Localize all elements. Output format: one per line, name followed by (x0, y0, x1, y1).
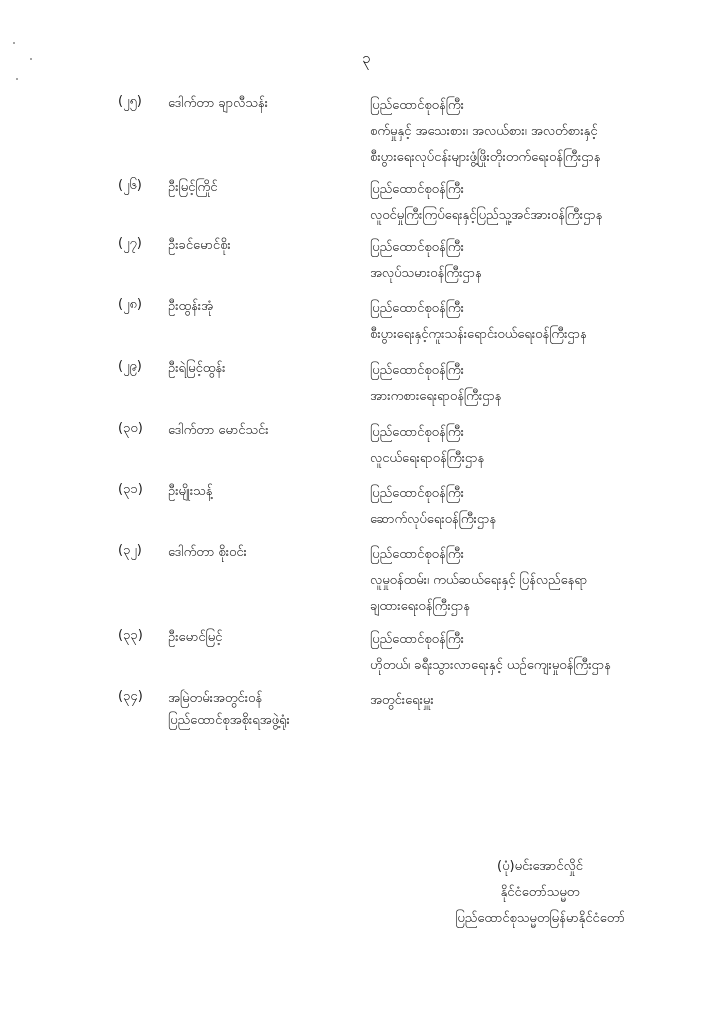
entry-number: (၃၃) (118, 628, 143, 643)
entry-number: (၃၁) (118, 482, 143, 497)
entry-number: (၃၂) (118, 543, 142, 558)
position-text (370, 358, 501, 410)
position-line: ဟိုတယ်၊ ခရီးသွားလာရေးနှင့် ယဉ်ကျေးမှုဝန်ကြီးဌာန (370, 658, 611, 673)
position-text (370, 420, 484, 472)
position-text (370, 627, 611, 679)
position-line: စီးပွားရေးလုပ်ငန်းများဖွံ့ဖြိုးတိုးတက်ရေးဝန်ကြီးဌာန (370, 150, 601, 165)
scan-speck (30, 58, 32, 60)
position-line: အတွင်းရေးမှူး (370, 693, 434, 708)
person-name: ဦးမောင်မြင့် (168, 630, 223, 645)
position-line: ပြည်ထောင်စုဝန်ကြီး (370, 425, 464, 440)
person-name: ဦးခင်မောင်စိုး (168, 238, 231, 253)
position-text (370, 93, 600, 171)
position-line: လူငယ်ရေးရာဝန်ကြီးဌာန (370, 451, 485, 466)
position-text (370, 235, 482, 287)
position-line: ပြည်ထောင်စုဝန်ကြီး (370, 547, 464, 562)
signature-block (400, 854, 680, 932)
position-line: လူဝင်မှုကြီးကြပ်ရေးနှင့်ပြည်သူ့အင်အားဝန်ကြီးဌာန (370, 208, 603, 223)
entry-number: (၂၈) (118, 297, 142, 312)
position-text (370, 481, 496, 533)
position-line: ပြည်ထောင်စုဝန်ကြီး (370, 363, 464, 378)
position-text (370, 296, 587, 348)
position-line: ပြည်ထောင်စုဝန်ကြီး (370, 98, 464, 113)
position-line: အလုပ်သမားဝန်ကြီးဌာန (370, 266, 482, 281)
person-name (168, 688, 290, 732)
name-line: အမြဲတမ်းအတွင်းဝန် (168, 691, 263, 706)
position-line: လူမှုဝန်ထမ်း၊ ကယ်ဆယ်ရေးနှင့် ပြန်လည်နေရာ (370, 573, 588, 588)
position-line: ပြည်ထောင်စုဝန်ကြီး (370, 632, 464, 647)
entry-number: (၂၇) (118, 236, 142, 251)
person-name: ဒေါက်တာ မောင်သင်း (168, 423, 269, 438)
position-line: ချထားရေးဝန်ကြီးဌာန (370, 599, 470, 614)
signatory-title: နိုင်ငံတော်သမ္မတ (500, 885, 580, 900)
person-name: ဦးရဲမြင့်ထွန်း (168, 361, 226, 376)
entry-number: (၂၅) (118, 94, 142, 109)
position-line: ဆောက်လုပ်ရေးဝန်ကြီးဌာန (370, 512, 497, 527)
entry-number: (၂၆) (118, 178, 142, 193)
person-name: ဦးမျိုးသန့် (168, 484, 213, 499)
signatory-name: (ပုံ)မင်းအောင်လှိုင် (497, 859, 583, 874)
signatory-country: ပြည်ထောင်စုသမ္မတမြန်မာနိုင်ငံတော် (455, 911, 625, 926)
entry-number: (၃၀) (118, 421, 143, 436)
entry-number: (၃၄) (118, 689, 143, 704)
position-line: ပြည်ထောင်စုဝန်ကြီး (370, 486, 464, 501)
scan-speck (13, 42, 15, 44)
position-text (370, 542, 587, 620)
position-line: စီးပွားရေးနှင့်ကူးသန်းရောင်းဝယ်ရေးဝန်ကြီးဌာန (370, 327, 587, 342)
position-line: ပြည်ထောင်စုဝန်ကြီး (370, 240, 464, 255)
scan-speck (16, 78, 18, 80)
person-name: ဒေါက်တာ ချာလီသန်း (168, 96, 268, 111)
position-text (370, 177, 602, 229)
name-line: ပြည်ထောင်စုအစိုးရအဖွဲ့ရုံး (168, 713, 290, 728)
position-text (370, 688, 434, 714)
page-number: ၃ (362, 49, 371, 67)
person-name: ဒေါက်တာ စိုးဝင်း (168, 545, 247, 560)
position-line: စက်မှုနှင့် အသေးစား၊ အလယ်စား၊ အလတ်စားနှင့် (370, 124, 598, 139)
person-name: ဦးထွန်းအုံ (168, 299, 214, 314)
position-line: အားကစားရေးရာဝန်ကြီးဌာန (370, 389, 502, 404)
position-line: ပြည်ထောင်စုဝန်ကြီး (370, 182, 464, 197)
entry-number: (၂၉) (118, 359, 142, 374)
person-name: ဦးမြင့်ကြိုင် (168, 180, 218, 195)
position-line: ပြည်ထောင်စုဝန်ကြီး (370, 301, 464, 316)
